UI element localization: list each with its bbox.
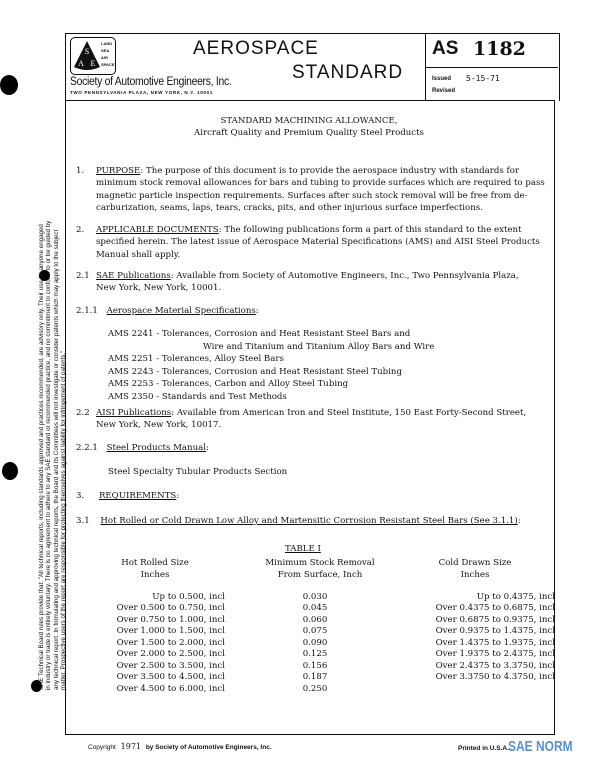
svg-text:A: A xyxy=(78,59,84,68)
table-row xyxy=(65,649,555,661)
min-stock-removal-cell: 0.187 xyxy=(302,672,328,683)
section-2-1 xyxy=(76,270,519,295)
hole-punch xyxy=(2,462,18,480)
issued-date: 5-15-71 xyxy=(466,74,500,83)
table-row xyxy=(65,626,555,638)
section-number: 1. xyxy=(76,166,85,176)
table-row xyxy=(65,615,555,627)
revised-label: Revised xyxy=(432,88,456,94)
org-address: TWO PENNSYLVANIA PLAZA, NEW YORK, N.Y. 10001 xyxy=(70,90,213,95)
section-1 xyxy=(76,165,545,215)
table-row xyxy=(65,684,555,696)
section-heading: Hot Rolled or Cold Drawn Low Alloy and Martensitic Corrosion Resistant Steel Bars (See 3.1.1) xyxy=(100,516,518,526)
cold-drawn-size-cell: Over 0.9375 to 1.4375, incl xyxy=(435,626,555,637)
sae-logo xyxy=(70,37,116,75)
logo-text: SPACE xyxy=(101,62,115,67)
hot-rolled-size-cell: Over 3.500 to 4.500, incl xyxy=(116,672,225,683)
min-stock-removal-cell: 0.156 xyxy=(302,660,328,671)
paragraph-line: : The purpose of this document is to provide the aerospace industry with standards for xyxy=(140,166,520,176)
column-header: Inches xyxy=(140,570,170,581)
table-body xyxy=(65,592,555,696)
logo-text: AIR xyxy=(101,55,108,60)
side-disclaimer xyxy=(38,130,68,690)
copyright-holder: by Society of Automotive Engineers, Inc. xyxy=(145,744,272,751)
hot-rolled-size-cell: Over 2.500 to 3.500, incl xyxy=(116,660,225,671)
paragraph-line: carburization, seams, laps, tears, cracks, pits, and other injurious surface imperfections. xyxy=(96,203,483,214)
list-item: Wire and Titanium and Titanium Alloy Bars and Wire xyxy=(203,341,435,352)
section-3 xyxy=(76,490,179,502)
table-row xyxy=(65,603,555,615)
section-number: 2.1 xyxy=(76,271,90,281)
column-header: Cold Drawn Size xyxy=(438,558,512,568)
paragraph-line: specified herein. The latest issue of Aerospace Material Specifications (AMS) and AISI Steel Products xyxy=(96,237,540,248)
min-stock-removal-cell: 0.060 xyxy=(302,614,328,625)
min-stock-removal-cell: 0.125 xyxy=(302,649,328,660)
copyright-year: 1971 xyxy=(120,742,141,751)
hot-rolled-size-cell: Over 1.000 to 1.500, incl xyxy=(116,626,225,637)
sae-norm-watermark: SAE NORM xyxy=(508,738,573,755)
section-3-1 xyxy=(76,515,521,527)
section-heading: AISI Publications xyxy=(96,408,172,418)
hot-rolled-size-cell: Over 4.500 to 6.000, incl xyxy=(116,683,225,694)
colon: : xyxy=(176,491,180,501)
list-item: AMS 2253 - Tolerances, Carbon and Alloy Steel Tubing xyxy=(108,379,349,390)
disclaimer-line: any technical report. In formulating and approving technical reports, the Board and its Committees will not investigate or consider patents which may apply to the subject xyxy=(52,229,60,690)
colon: : xyxy=(517,516,521,526)
section-heading: Steel Products Manual xyxy=(106,443,206,453)
paragraph-line: : Available from American Iron and Steel Institute, 150 East Forty-Second Street, xyxy=(171,408,527,418)
section-number: 3.1 xyxy=(76,516,90,526)
colon: : xyxy=(205,443,209,453)
divider xyxy=(425,67,558,68)
cold-drawn-size-cell: Over 1.4375 to 1.9375, incl xyxy=(435,637,555,648)
title-standard: STANDARD xyxy=(292,62,404,83)
disclaimer-line: matter. Prospective users of the report are responsible for protecting themselves against liability for infringement of patents." xyxy=(60,350,68,690)
paragraph-line: New York, New York, 10001. xyxy=(96,283,222,294)
list-item: AMS 2241 - Tolerances, Corrosion and Heat Resistant Steel Bars and xyxy=(108,329,411,339)
column-header: Hot Rolled Size xyxy=(121,558,189,568)
cold-drawn-size-cell: Over 0.4375 to 0.6875, incl xyxy=(435,603,555,614)
min-stock-removal-cell: 0.075 xyxy=(302,626,328,637)
doc-title-line1: STANDARD MACHINING ALLOWANCE, xyxy=(220,116,398,126)
hot-rolled-size-cell: Up to 0.500, incl xyxy=(152,591,225,602)
hole-punch xyxy=(0,75,18,95)
min-stock-removal-cell: 0.090 xyxy=(302,637,328,648)
table-row xyxy=(65,661,555,673)
section-2 xyxy=(76,224,540,261)
paragraph-line: magnetic particle inspection requirements. Surfaces after such stock removal will be free from de- xyxy=(96,190,528,201)
section-number: 2.2.1 xyxy=(76,443,98,453)
table xyxy=(65,557,555,695)
svg-text:E: E xyxy=(90,59,96,68)
disclaimer-line: SAE Technical Board rules provide that: "All technical reports, including standards approved and practices recommended, are advisory only. Their use by anyone engaged xyxy=(38,224,45,690)
copyright-label: Copyright xyxy=(88,744,116,751)
sae-logo-icon xyxy=(72,39,102,71)
doc-title-line2: Aircraft Quality and Premium Quality Steel Products xyxy=(194,128,424,139)
hot-rolled-size-cell: Over 2.000 to 2.500, incl xyxy=(116,649,225,660)
list-item: AMS 2350 - Standards and Test Methods xyxy=(108,391,287,402)
section-2-1-1 xyxy=(76,305,259,317)
min-stock-removal-cell: 0.030 xyxy=(302,591,328,602)
section-heading: SAE Publications xyxy=(96,271,171,281)
colon: : xyxy=(255,306,259,316)
table-title: TABLE I xyxy=(285,544,321,554)
doc-number: 1182 xyxy=(473,38,526,60)
table-row xyxy=(65,672,555,684)
issued-label: Issued xyxy=(432,76,452,82)
section-heading: REQUIREMENTS xyxy=(98,491,177,501)
section-heading: Aerospace Material Specifications xyxy=(106,306,256,316)
section-number: 2.1.1 xyxy=(76,306,98,316)
section-2-2-1 xyxy=(76,442,209,454)
section-heading: PURPOSE xyxy=(96,166,141,176)
cold-drawn-size-cell: Over 1.9375 to 2.4375, incl xyxy=(435,649,555,660)
hot-rolled-size-cell: Over 0.500 to 0.750, incl xyxy=(116,603,225,614)
section-2-2 xyxy=(76,407,526,432)
svg-text:S: S xyxy=(84,47,90,56)
doc-prefix: AS xyxy=(432,38,459,59)
section-number: 2. xyxy=(76,225,85,235)
logo-text: SEA xyxy=(101,48,110,53)
hot-rolled-size-cell: Over 0.750 to 1.000, incl xyxy=(116,614,225,625)
title-aerospace: AEROSPACE xyxy=(193,38,319,59)
paragraph-line: : Available from Society of Automotive Engineers, Inc., Two Pennsylvania Plaza, xyxy=(170,271,519,281)
logo-text: LAND xyxy=(101,41,113,46)
cold-drawn-size-cell: Over 2.4375 to 3.3750, incl xyxy=(435,660,555,671)
table-header xyxy=(65,557,555,582)
section-2-2-1-body: Steel Specialty Tubular Products Section xyxy=(108,467,288,477)
table-row xyxy=(65,638,555,650)
doc-title xyxy=(65,115,553,140)
column-header: From Surface, Inch xyxy=(277,570,363,581)
cold-drawn-size-cell: Up to 0.4375, incl xyxy=(476,591,555,602)
min-stock-removal-cell: 0.250 xyxy=(302,683,328,694)
section-number: 3. xyxy=(76,491,85,501)
cold-drawn-size-cell xyxy=(405,684,555,696)
paragraph-line: minimum stock removal allowances for bars and tubing to provide surfaces which are required to pass xyxy=(96,178,545,189)
section-number: 2.2 xyxy=(76,408,90,418)
min-stock-removal-cell: 0.045 xyxy=(302,603,328,614)
column-header: Inches xyxy=(460,570,490,581)
printed-in: Printed in U.S.A. xyxy=(458,745,509,752)
copyright xyxy=(88,742,272,751)
column-header: Minimum Stock Removal xyxy=(265,558,375,568)
disclaimer-line: in industry or trade is entirely voluntary. There is no agreement to adhere to any SAE standard or recommended practice, and no commitment to conform to or be guided by xyxy=(45,220,53,690)
section-heading: APPLICABLE DOCUMENTS xyxy=(96,225,219,235)
paragraph-line: : The following publications form a part of this standard to the extent xyxy=(218,225,522,235)
list-item: AMS 2251 - Tolerances, Alloy Steel Bars xyxy=(108,354,284,365)
cold-drawn-size-cell: Over 3.3750 to 4.3750, incl xyxy=(435,672,555,683)
table-row xyxy=(65,592,555,604)
hot-rolled-size-cell: Over 1.500 to 2.000, incl xyxy=(116,637,225,648)
list-item: AMS 2243 - Tolerances, Corrosion and Heat Resistant Steel Tubing xyxy=(108,366,402,377)
paragraph-line: Manual shall apply. xyxy=(96,249,181,260)
org-name: Society of Automotive Engineers, Inc. xyxy=(70,76,232,88)
cold-drawn-size-cell: Over 0.6875 to 0.9375, incl xyxy=(435,614,555,625)
ams-list xyxy=(108,328,434,404)
paragraph-line: New York, New York, 10017. xyxy=(96,420,222,431)
